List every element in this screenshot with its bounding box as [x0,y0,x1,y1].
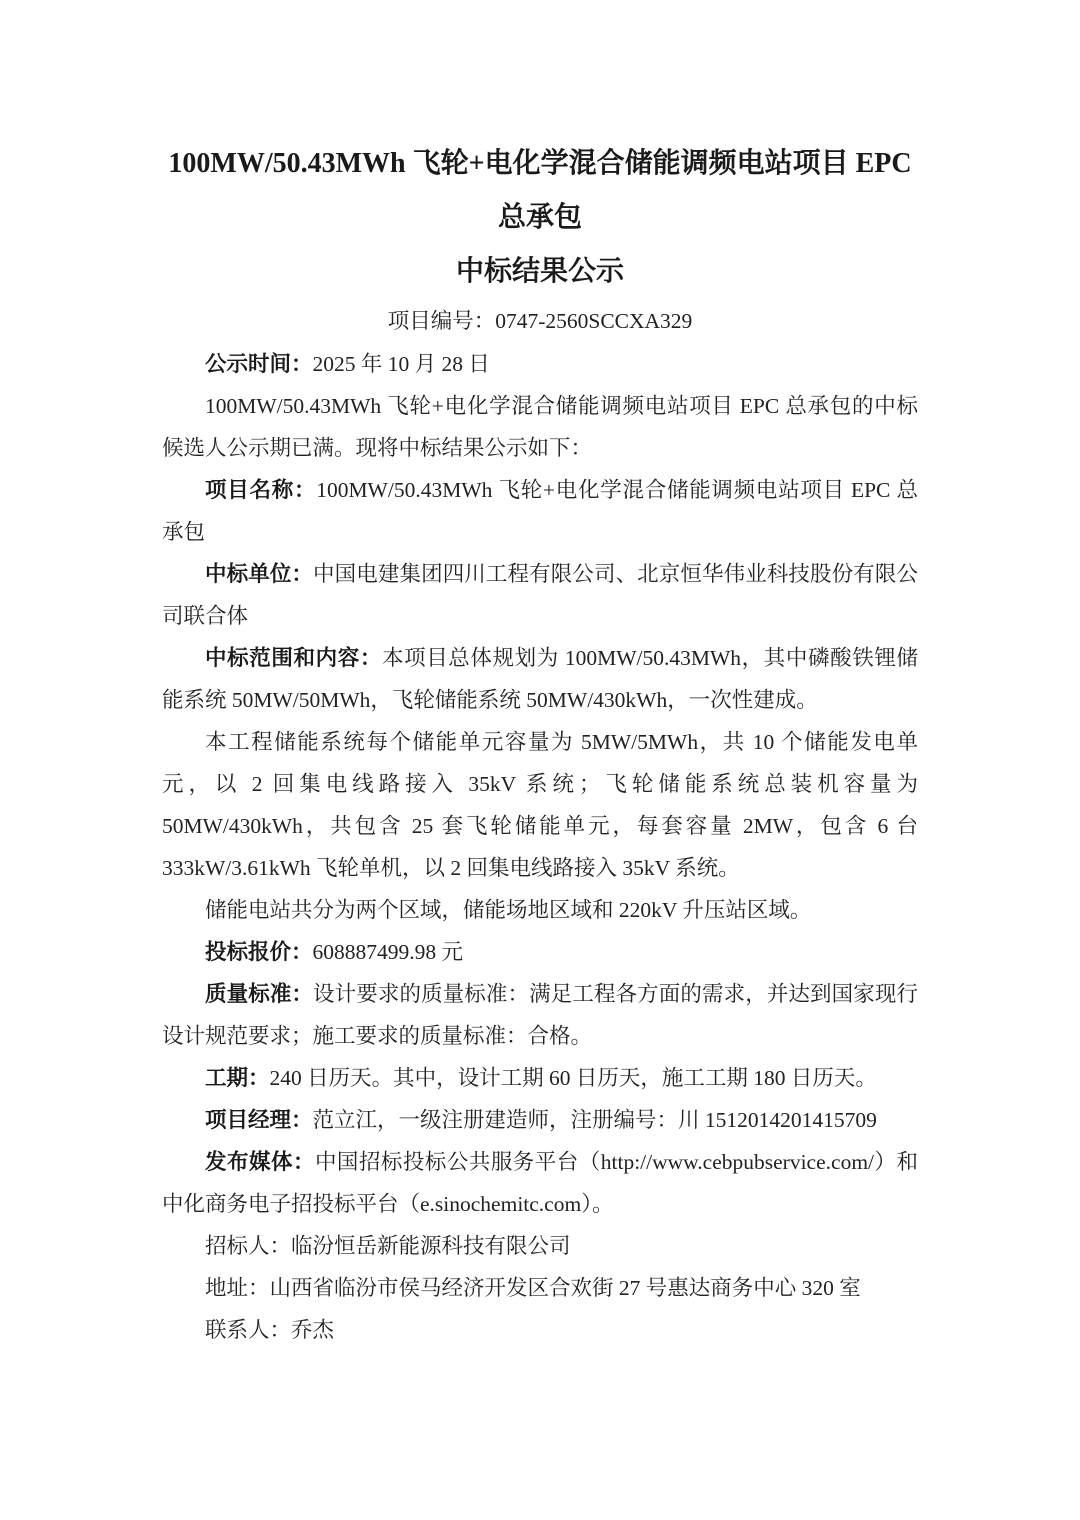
quality-standard-value: 设计要求的质量标准：满足工程各方面的需求，并达到国家现行设计规范要求；施工要求的质量标准：合格。 [162,982,918,1048]
paragraph-quality-standard [162,973,918,1057]
title-line-1: 100MW/50.43MWh 飞轮+电化学混合储能调频电站项目 EPC 总承包 [168,148,912,233]
paragraph-project-manager [162,1099,918,1141]
paragraph-winning-bidder [162,553,918,637]
paragraph-station-zones [162,889,918,931]
tenderee-label: 招标人： [205,1234,292,1258]
document-body [162,343,918,1351]
project-number-label: 项目编号： [387,309,496,333]
system-detail-text: 本工程储能系统每个储能单元容量为 5MW/5MWh，共 10 个储能发电单元，以 2 回集电线路接入 35kV 系统；飞轮储能系统总装机容量为 50MW/430kWh，共包含 25 套飞轮储能单元，每套容量 2MW，包含 6 台 333kW/3.61kWh 飞轮单机，以 2 回集电线路接入 35kV 系统。 [162,730,918,880]
paragraph-contact-person [162,1309,918,1351]
paragraph-tenderee [162,1225,918,1267]
project-name-label: 项目名称： [205,478,317,502]
document-title [162,137,918,299]
project-name-value: 100MW/50.43MWh 飞轮+电化学混合储能调频电站项目 EPC 总承包 [162,478,918,544]
winning-bidder-label: 中标单位： [205,562,314,586]
paragraph-intro [162,385,918,469]
publish-media-label: 发布媒体： [205,1150,315,1174]
scope-content-value: 本项目总体规划为 100MW/50.43MWh，其中磷酸铁锂储能系统 50MW/50MWh，飞轮储能系统 50MW/430kWh，一次性建成。 [162,646,918,712]
quality-standard-label: 质量标准： [205,982,314,1006]
project-manager-label: 项目经理： [205,1108,313,1132]
paragraph-address [162,1267,918,1309]
winning-bidder-value: 中国电建集团四川工程有限公司、北京恒华伟业科技股份有限公司联合体 [162,562,918,628]
intro-text: 100MW/50.43MWh 飞轮+电化学混合储能调频电站项目 EPC 总承包的中标候选人公示期已满。现将中标结果公示如下： [162,394,918,460]
tenderee-value: 临汾恒岳新能源科技有限公司 [291,1234,571,1258]
address-value: 山西省临汾市侯马经济开发区合欢街 27 号惠达商务中心 320 室 [269,1276,861,1300]
paragraph-system-detail [162,721,918,889]
project-number-line [162,299,918,343]
paragraph-publicity-date [162,343,918,385]
scope-content-label: 中标范围和内容： [205,646,382,670]
publicity-date-value: 2025 年 10 月 28 日 [312,352,490,376]
paragraph-scope-content [162,637,918,721]
station-zones-text: 储能电站共分为两个区域，储能场地区域和 220kV 升压站区域。 [205,898,812,922]
duration-value: 240 日历天。其中，设计工期 60 日历天，施工工期 180 日历天。 [269,1066,877,1090]
paragraph-project-name [162,469,918,553]
bid-price-label: 投标报价： [205,940,313,964]
title-line-2: 中标结果公示 [455,256,624,287]
paragraph-duration [162,1057,918,1099]
duration-label: 工期： [205,1066,270,1090]
contact-person-label: 联系人： [205,1318,292,1342]
bid-price-value: 608887499.98 元 [312,940,464,964]
project-manager-value: 范立江，一级注册建造师，注册编号：川 1512014201415709 [312,1108,877,1132]
paragraph-bid-price [162,931,918,973]
publicity-date-label: 公示时间： [205,352,313,376]
project-number-value: 0747-2560SCCXA329 [495,309,693,333]
publish-media-value: 中国招标投标公共服务平台（http://www.cebpubservice.com/）和中化商务电子招投标平台（e.sinochemitc.com）。 [162,1150,918,1216]
paragraph-publish-media [162,1141,918,1225]
contact-person-value: 乔杰 [291,1318,335,1342]
address-label: 地址： [205,1276,270,1300]
